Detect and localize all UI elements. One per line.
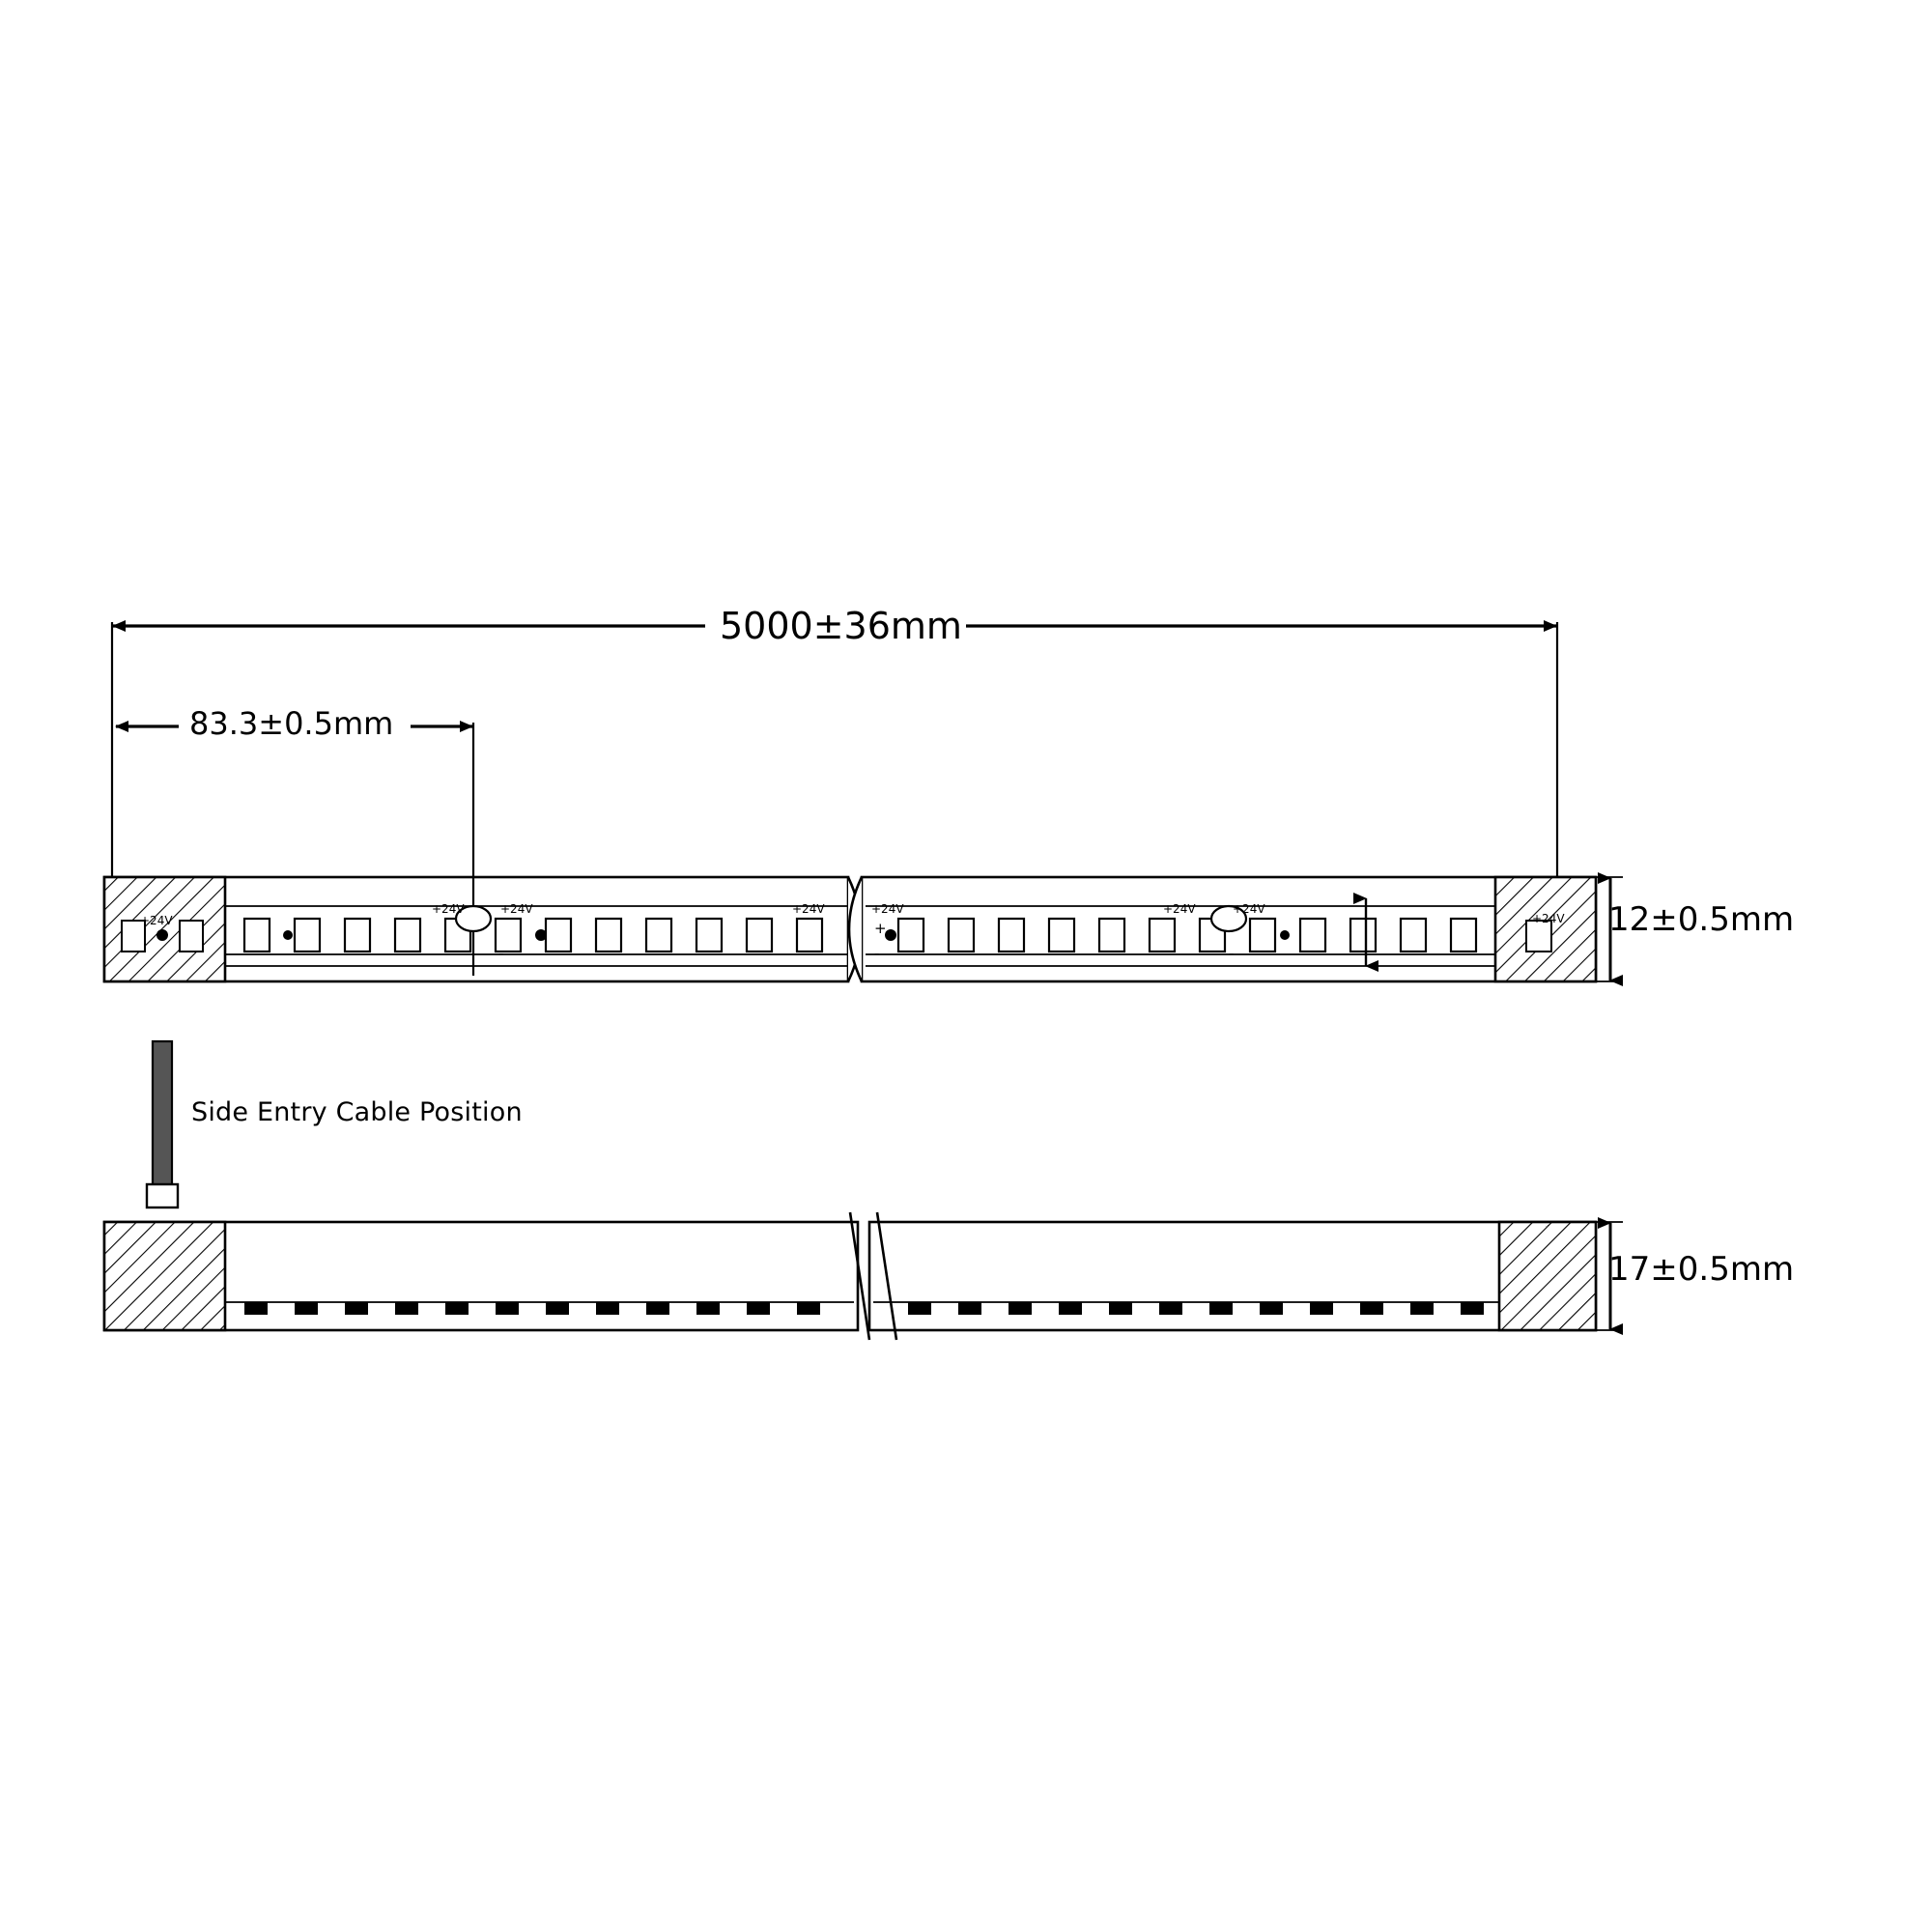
side-led: [546, 1302, 569, 1315]
side-led: [395, 1302, 418, 1315]
side-break-line-2: [877, 1212, 896, 1340]
polarity-dot: [156, 929, 168, 941]
dimension-label-height: 12±0.5mm: [1608, 900, 1795, 939]
led-chip: [395, 919, 420, 952]
led-chip: [244, 919, 270, 952]
side-end-cap-left: [104, 1222, 225, 1330]
led-chip: [1451, 919, 1476, 952]
side-led: [1260, 1302, 1283, 1315]
side-led: [496, 1302, 519, 1315]
polarity-minus: -: [874, 945, 880, 962]
side-led: [345, 1302, 368, 1315]
dimension-label-width: 17±0.5mm: [1608, 1250, 1795, 1289]
led-chip: [949, 919, 974, 952]
led-chip: [797, 919, 822, 952]
voltage-marking: +24V: [1233, 902, 1265, 916]
led-chip: [546, 919, 571, 952]
led-chips-right: [885, 919, 1476, 952]
led-chip: [1250, 919, 1275, 952]
led-chips-left: [244, 919, 822, 952]
side-led: [1360, 1302, 1383, 1315]
top-view-group: [104, 622, 1623, 981]
side-led-row-right: [908, 1302, 1484, 1315]
side-led: [958, 1302, 981, 1315]
side-led: [1109, 1302, 1132, 1315]
side-entry-cable: [153, 1041, 172, 1194]
voltage-marking: +24V: [140, 914, 173, 927]
led-chip: [596, 919, 621, 952]
voltage-marking: +24V: [432, 902, 465, 916]
dimension-label-led-pitch: 83.3±0.5mm: [189, 705, 394, 742]
side-led: [1310, 1302, 1333, 1315]
voltage-marking: +24V: [792, 902, 825, 916]
voltage-marking: +24V: [500, 902, 533, 916]
dimension-label-total-length: 5000±36mm: [720, 605, 962, 647]
side-led-row-left: [244, 1302, 820, 1315]
voltage-marking: +24V: [871, 902, 904, 916]
led-chip: [999, 919, 1024, 952]
led-chip: [1150, 919, 1175, 952]
polarity-plus: +: [874, 920, 887, 937]
side-led: [908, 1302, 931, 1315]
led-chip: [295, 919, 320, 952]
cable-gland: [147, 1184, 178, 1208]
led-chip: [747, 919, 772, 952]
side-led: [1159, 1302, 1182, 1315]
side-led: [1009, 1302, 1032, 1315]
side-view-group: [104, 1041, 1623, 1340]
side-led: [445, 1302, 469, 1315]
led-chip: [345, 919, 370, 952]
led-chip: [1401, 919, 1426, 952]
side-led: [1209, 1302, 1233, 1315]
side-led: [1059, 1302, 1082, 1315]
side-led: [295, 1302, 318, 1315]
side-led: [1410, 1302, 1434, 1315]
side-led: [747, 1302, 770, 1315]
led-chip: [646, 919, 671, 952]
polarity-minus: -: [1229, 945, 1235, 962]
side-led: [797, 1302, 820, 1315]
side-led: [1461, 1302, 1484, 1315]
side-break-line-1: [850, 1212, 869, 1340]
led-chip: [1350, 919, 1376, 952]
voltage-marking: +24V: [1532, 912, 1565, 925]
side-led: [646, 1302, 669, 1315]
side-end-cap-right: [1499, 1222, 1596, 1330]
led-chip: [696, 919, 722, 952]
side-led: [244, 1302, 268, 1315]
annotation-cable-position: Side Entry Cable Position: [191, 1097, 523, 1127]
polarity-dot: [885, 929, 896, 941]
polarity-dot: [535, 929, 547, 941]
led-chip: [1300, 919, 1325, 952]
side-led: [696, 1302, 720, 1315]
polarity-minus: -: [498, 945, 504, 962]
polarity-dot: [283, 930, 293, 940]
led-chip: [1049, 919, 1074, 952]
led-chip: [1099, 919, 1124, 952]
led-chip: [898, 919, 923, 952]
voltage-marking: +24V: [1163, 902, 1196, 916]
side-led: [596, 1302, 619, 1315]
solder-pad: [180, 921, 203, 952]
polarity-dot: [1280, 930, 1290, 940]
